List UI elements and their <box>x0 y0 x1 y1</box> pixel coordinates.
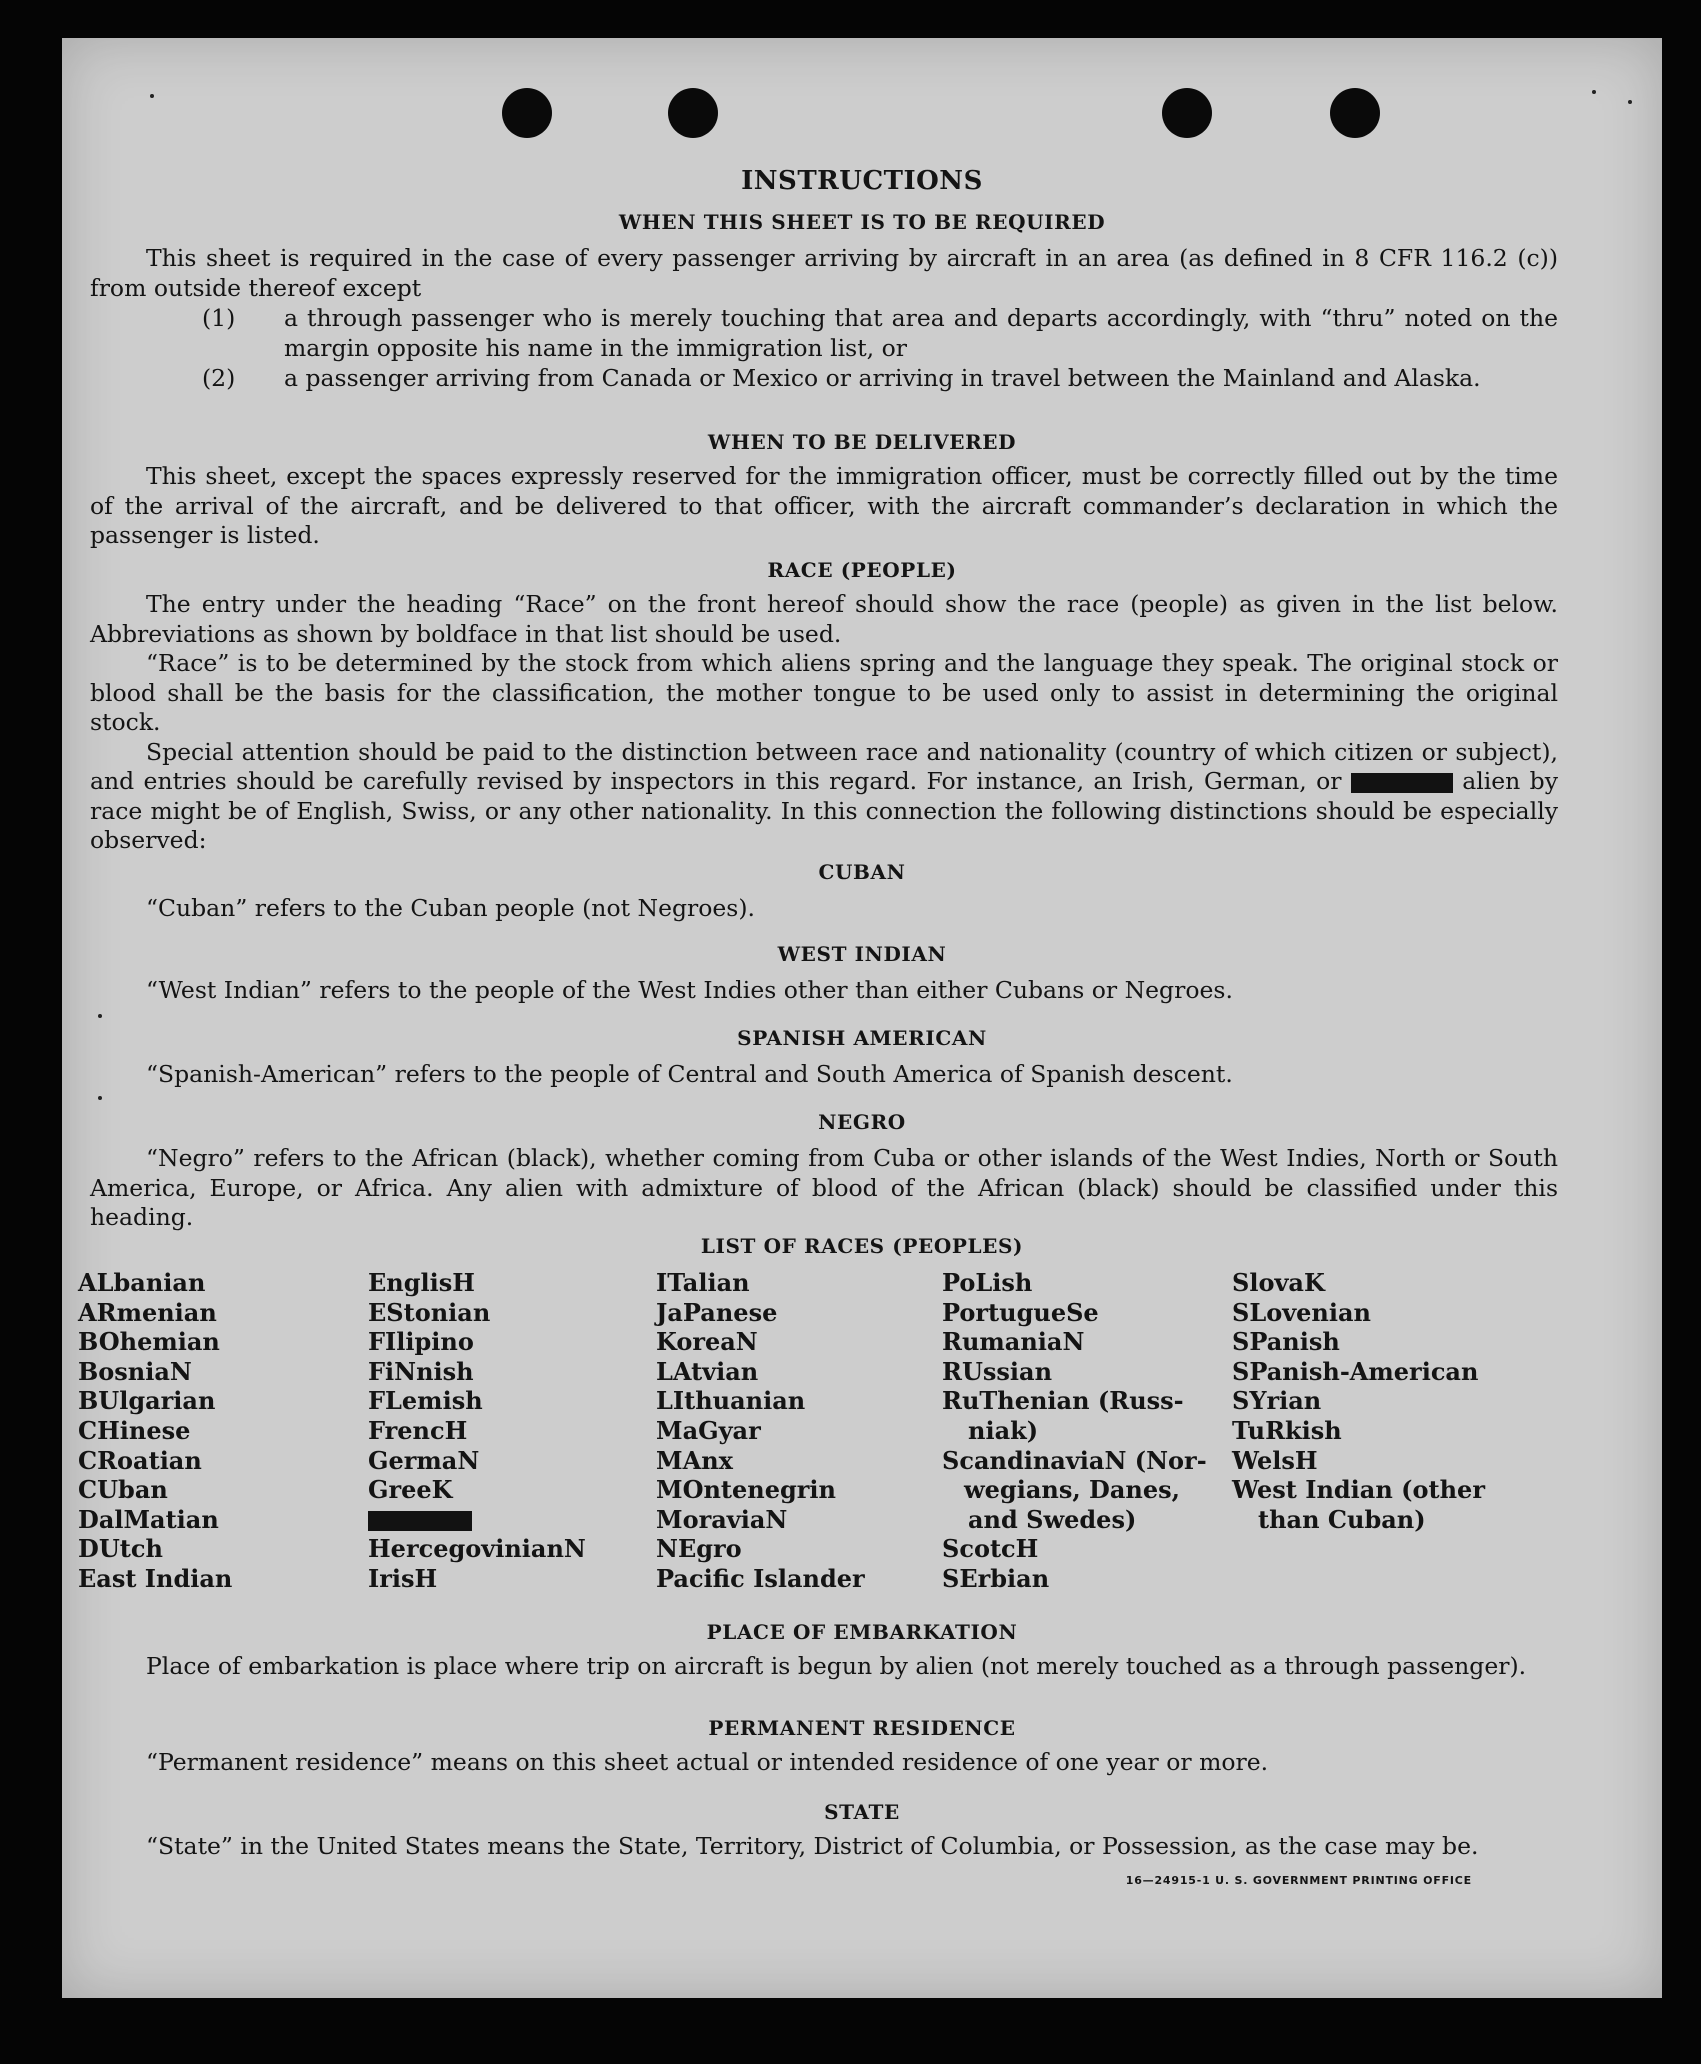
race-entry: West Indian (other <box>1232 1475 1485 1505</box>
race-list <box>78 1268 1578 1608</box>
west-indian-paragraph <box>90 976 1558 1006</box>
race-entry: DalMatian <box>78 1504 219 1534</box>
heading-permanent-residence: PERMANENT RESIDENCE <box>708 1716 1016 1740</box>
speck <box>98 1014 102 1018</box>
race-paragraph-2: “Race” is to be determined by the stock from which aliens spring and the language they speak. The original stock or blood shall be the basis for the classification, the mother tongue to be used only to assist in determining the original stock. <box>90 649 1558 736</box>
race-entry: CRoatian <box>78 1445 202 1475</box>
state-paragraph <box>90 1832 1558 1862</box>
race-entry: ScotcH <box>942 1534 1039 1564</box>
redaction-block <box>368 1511 472 1531</box>
race-column-4 <box>942 1268 1207 1594</box>
punch-hole <box>1330 88 1380 138</box>
race-entry: CHinese <box>78 1415 191 1445</box>
race-entry: SLovenian <box>1232 1297 1371 1327</box>
embarkation-text: Place of embarkation is place where trip on aircraft is begun by alien (not merely touched as a through passenger). <box>146 1652 1527 1680</box>
race-entry: SPanish <box>1232 1327 1340 1357</box>
spanish-american-text: “Spanish-American” refers to the people of Central and South America of Spanish descent. <box>146 1060 1233 1088</box>
punch-hole <box>668 88 718 138</box>
race-entry: BOhemian <box>78 1327 220 1357</box>
race-entry: LAtvian <box>656 1356 759 1386</box>
speck <box>98 1096 102 1100</box>
race-entry: TuRkish <box>1232 1415 1342 1445</box>
race-entry: SYrian <box>1232 1386 1322 1416</box>
required-intro <box>90 244 1558 303</box>
heading-place-of-embarkation: PLACE OF EMBARKATION <box>706 1620 1018 1644</box>
race-entry: MaGyar <box>656 1415 761 1445</box>
race-column-5 <box>1232 1268 1485 1534</box>
item-number: (1) <box>202 304 236 332</box>
race-entry: BUlgarian <box>78 1386 216 1416</box>
race-column-3 <box>656 1268 865 1594</box>
race-entry: BosniaN <box>78 1356 192 1386</box>
race-paragraphs <box>90 590 1558 856</box>
race-paragraph-3 <box>90 738 1558 856</box>
west-indian-text: “West Indian” refers to the people of the West Indies other than either Cubans or Negroes. <box>146 976 1233 1004</box>
heading-when-delivered: WHEN TO BE DELIVERED <box>707 430 1017 454</box>
race-entry: niak) <box>968 1415 1039 1445</box>
heading-race: RACE (PEOPLE) <box>767 558 957 582</box>
heading-list-of-races: LIST OF RACES (PEOPLES) <box>700 1234 1024 1258</box>
race-entry: MoraviaN <box>656 1504 788 1534</box>
race-paragraph-3b: alien by race might be of English, Swiss, or any other nationality. In this connection the following distinctions should be especially observed: <box>90 767 1558 854</box>
required-item-1 <box>202 304 1558 364</box>
heading-spanish-american: SPANISH AMERICAN <box>737 1026 987 1050</box>
race-entry: PoLish <box>942 1268 1033 1297</box>
race-entry: DUtch <box>78 1534 163 1564</box>
race-entry: PortugueSe <box>942 1297 1099 1327</box>
race-entry: NEgro <box>656 1534 742 1564</box>
heading-negro: NEGRO <box>818 1110 906 1134</box>
instruction-sheet <box>62 38 1662 1998</box>
heading-west-indian: WEST INDIAN <box>777 942 947 966</box>
race-entry: MOntenegrin <box>656 1475 836 1505</box>
delivered-paragraph <box>90 462 1558 551</box>
required-item-2 <box>202 364 1558 424</box>
race-entry: KoreaN <box>656 1327 758 1357</box>
heading-state: STATE <box>824 1800 900 1824</box>
race-entry: RUssian <box>942 1356 1053 1386</box>
race-entry: FIlipino <box>368 1327 474 1357</box>
race-entry: GermaN <box>368 1445 480 1475</box>
race-paragraph-3a: Special attention should be paid to the distinction between race and nationality (country of which citizen or subject), and entries should be carefully revised by inspectors in this regard. For instance, an Irish, German, or <box>90 737 1558 795</box>
speck <box>1628 100 1632 104</box>
heading-cuban: CUBAN <box>818 860 906 884</box>
state-text: “State” in the United States means the State, Territory, District of Columbia, or Possession, as the case may be. <box>146 1832 1479 1860</box>
race-entry: FiNnish <box>368 1356 474 1386</box>
race-entry: than Cuban) <box>1258 1504 1426 1534</box>
cuban-text: “Cuban” refers to the Cuban people (not Negroes). <box>146 894 756 922</box>
race-entry: ITalian <box>656 1268 750 1297</box>
race-entry: LIthuanian <box>656 1386 806 1416</box>
race-entry: ARmenian <box>78 1297 217 1327</box>
race-entry: SlovaK <box>1232 1268 1325 1297</box>
race-entry-redacted <box>368 1505 586 1535</box>
race-column-2 <box>368 1268 586 1594</box>
race-entry: RuThenian (Russ- <box>942 1386 1184 1416</box>
embarkation-paragraph <box>90 1652 1558 1682</box>
residence-text: “Permanent residence” means on this sheet actual or intended residence of one year or more. <box>146 1748 1269 1776</box>
race-entry: FrencH <box>368 1415 468 1445</box>
race-entry: SErbian <box>942 1563 1050 1593</box>
printing-office-code: 16—24915-1 U. S. GOVERNMENT PRINTING OFFICE <box>1125 1874 1472 1887</box>
race-entry: SPanish-American <box>1232 1356 1479 1386</box>
race-entry: IrisH <box>368 1563 438 1593</box>
race-entry: FLemish <box>368 1386 483 1416</box>
race-entry: GreeK <box>368 1475 453 1505</box>
negro-paragraph <box>90 1144 1558 1233</box>
item-text: a passenger arriving from Canada or Mexico or arriving in travel between the Mainland and Alaska. <box>284 364 1481 392</box>
required-intro-text: This sheet is required in the case of every passenger arriving by aircraft in an area (as defined in 8 CFR 116.2 (c)) from outside thereof except <box>90 244 1558 302</box>
punch-hole <box>1162 88 1212 138</box>
item-text: a through passenger who is merely touching that area and departs accordingly, with “thru” noted on the margin opposite his name in the immigration list, or <box>284 304 1558 362</box>
delivered-text: This sheet, except the spaces expressly reserved for the immigration officer, must be correctly filled out by the time of the arrival of the aircraft, and be delivered to that officer, with the aircraft commander’s declaration in which the passenger is listed. <box>90 462 1558 549</box>
race-entry: ScandinaviaN (Nor- <box>942 1445 1207 1475</box>
punch-hole <box>502 88 552 138</box>
race-entry: East Indian <box>78 1563 233 1593</box>
race-entry: RumaniaN <box>942 1327 1085 1357</box>
race-entry: CUban <box>78 1475 168 1505</box>
race-entry: WelsH <box>1232 1445 1318 1475</box>
race-entry: MAnx <box>656 1445 733 1475</box>
race-entry: Pacific Islander <box>656 1563 865 1593</box>
redaction-block <box>1351 773 1453 793</box>
race-entry: HercegovinianN <box>368 1534 586 1564</box>
race-column-1 <box>78 1268 232 1594</box>
race-entry: ALbanian <box>78 1268 206 1297</box>
race-paragraph-1: The entry under the heading “Race” on the front hereof should show the race (people) as given in the list below. Abbreviations as shown by boldface in that list should be used. <box>90 590 1558 648</box>
race-entry: EnglisH <box>368 1268 475 1297</box>
speck <box>150 94 154 98</box>
speck <box>1592 90 1596 94</box>
race-entry: JaPanese <box>656 1297 778 1327</box>
heading-when-required: WHEN THIS SHEET IS TO BE REQUIRED <box>618 210 1106 234</box>
negro-text: “Negro” refers to the African (black), whether coming from Cuba or other islands of the West Indies, North or South America, Europe, or Africa. Any alien with admixture of blood of the African (black) should be classified under this heading. <box>90 1144 1558 1231</box>
race-entry: and Swedes) <box>968 1504 1137 1534</box>
spanish-american-paragraph <box>90 1060 1558 1090</box>
race-entry: EStonian <box>368 1297 491 1327</box>
item-number: (2) <box>202 364 236 392</box>
page-title: INSTRUCTIONS <box>741 166 983 196</box>
cuban-paragraph <box>90 894 1558 924</box>
race-entry: wegians, Danes, <box>964 1475 1180 1505</box>
residence-paragraph <box>90 1748 1558 1778</box>
